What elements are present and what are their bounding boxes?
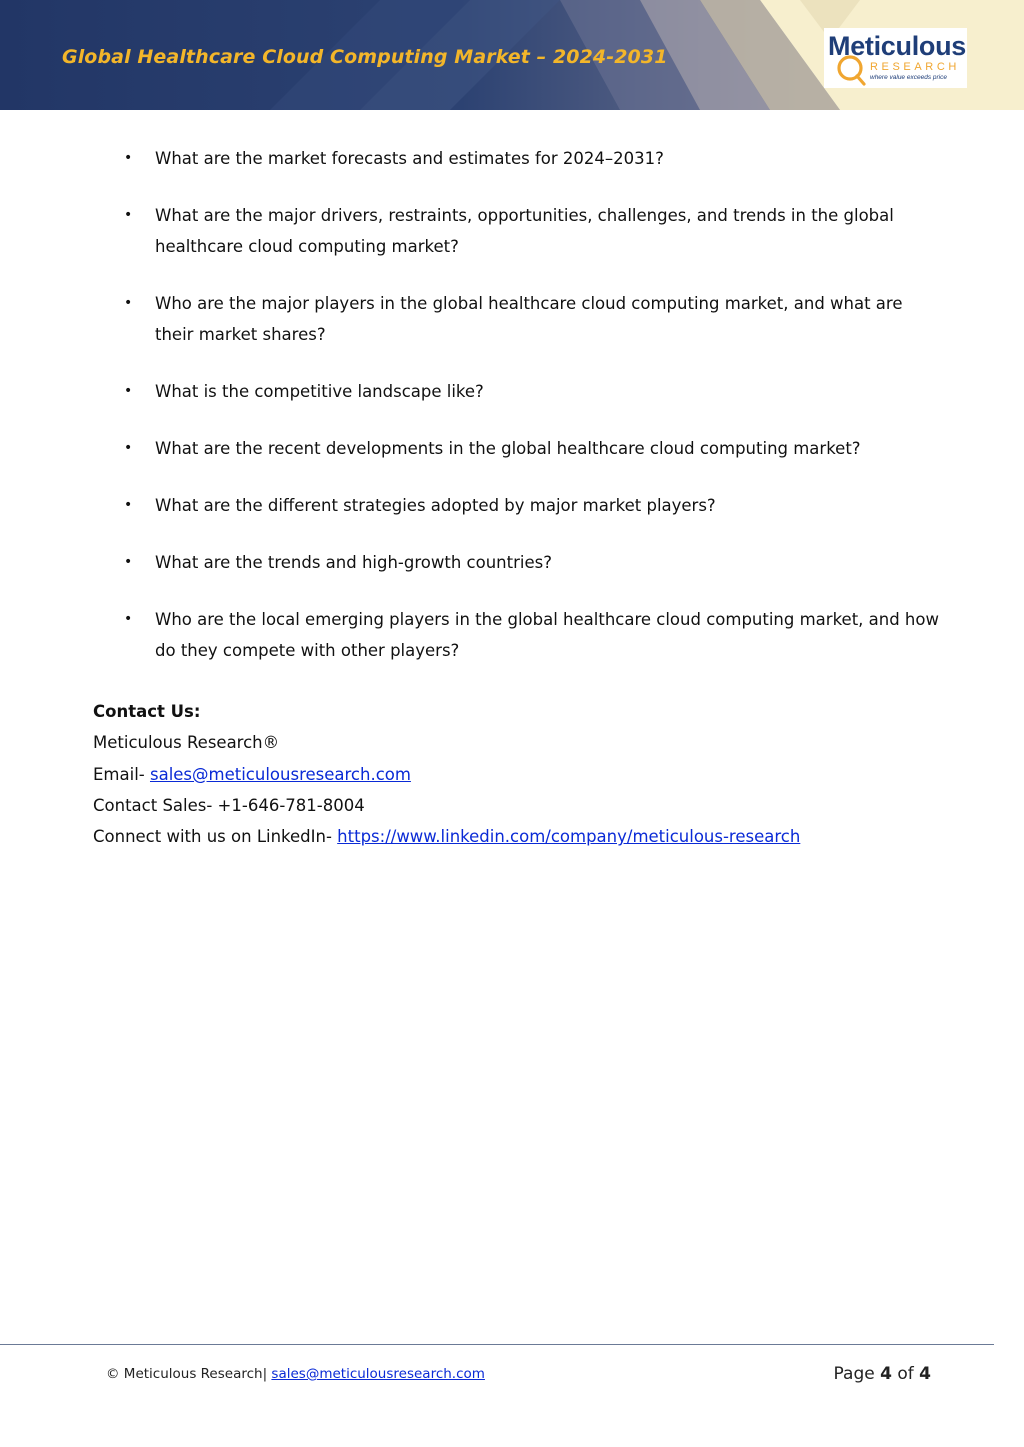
list-item: [93, 376, 943, 407]
linkedin-line: [93, 821, 993, 852]
list-item: [93, 288, 943, 350]
bullet: •: [124, 554, 133, 570]
page-word: Page: [833, 1364, 881, 1384]
page-total: 4: [919, 1364, 931, 1384]
bullet: •: [124, 497, 133, 513]
bullet: •: [124, 611, 133, 627]
bullet: •: [124, 440, 133, 456]
bullet: •: [124, 383, 133, 399]
email-label: Email-: [93, 764, 150, 784]
bullet: •: [124, 207, 133, 223]
contact-section: [93, 696, 993, 852]
company-name: Meticulous Research®: [93, 733, 280, 753]
logo-subtitle: RESEARCH: [870, 61, 960, 73]
question-text: What are the different strategies adopted by major market players?: [155, 496, 716, 515]
footer-divider: [0, 1344, 994, 1345]
question-text: What are the trends and high-growth countries?: [155, 553, 552, 572]
email-line: [93, 759, 993, 790]
question-text: What are the major drivers, restraints, opportunities, challenges, and trends in the global healthcare cloud computing market?: [155, 206, 894, 256]
meticulous-logo: [824, 28, 967, 88]
logo-tagline: where value exceeds price: [870, 74, 947, 81]
page-of: of: [891, 1364, 920, 1384]
footer-email-link[interactable]: sales@meticulousresearch.com: [271, 1366, 485, 1382]
email-link[interactable]: sales@meticulousresearch.com: [149, 764, 411, 784]
question-text: Who are the major players in the global healthcare cloud computing market, and what are their market shares?: [155, 294, 903, 344]
question-list: [93, 143, 943, 692]
list-item: [93, 433, 943, 464]
header-banner: [0, 0, 1024, 110]
bullet: •: [124, 295, 133, 311]
list-item: [93, 547, 943, 578]
footer-copyright: [106, 1366, 485, 1382]
linkedin-link[interactable]: https://www.linkedin.com/company/meticulous-research: [337, 827, 801, 847]
logo-wordmark: Meticulous: [828, 31, 967, 61]
sales-line: Contact Sales- +1-646-781-8004: [93, 795, 365, 815]
linkedin-label: Connect with us on LinkedIn-: [93, 827, 338, 847]
list-item: [93, 143, 943, 174]
list-item: [93, 490, 943, 521]
contact-heading: Contact Us:: [93, 702, 201, 721]
list-item: [93, 604, 943, 666]
question-text: What are the recent developments in the global healthcare cloud computing market?: [155, 439, 861, 458]
question-text: What is the competitive landscape like?: [155, 382, 484, 401]
page-number: [834, 1364, 931, 1384]
list-item: [93, 200, 943, 262]
question-text: Who are the local emerging players in the global healthcare cloud computing market, and how do they compete with other players?: [155, 610, 939, 660]
report-title: Global Healthcare Cloud Computing Market – 2024-2031: [62, 46, 668, 68]
page-current: 4: [880, 1364, 892, 1384]
bullet: •: [124, 150, 133, 166]
copyright-text: © Meticulous Research|: [106, 1366, 272, 1382]
question-text: What are the market forecasts and estimates for 2024–2031?: [155, 149, 664, 168]
